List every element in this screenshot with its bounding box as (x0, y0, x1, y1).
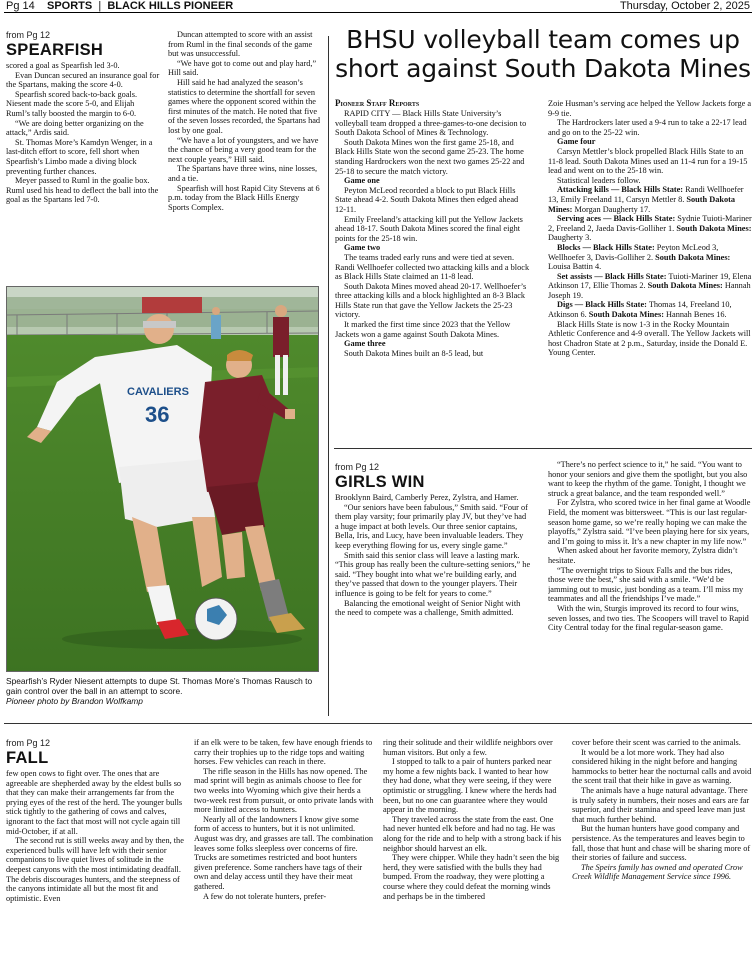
paragraph: scored a goal as Spearfish led 3-0. (6, 61, 120, 70)
paragraph: few open cows to fight over. The ones that are agreeable are shepherded away by the eldest bulls so that they can make their arrangements far from the prying eyes of the rest of the herd. The younger bulls stick tightly to the gathering of cows and calves, ignorant to the fact that most will not cycle again till mid-October, if at all. (6, 769, 183, 836)
stat-label: South Dakota Mines: (586, 310, 664, 320)
volleyball-column-2 (548, 99, 752, 444)
paragraph: Zoie Husman’s serving ace helped the Yellow Jackets forge a 9-9 tie. (548, 99, 752, 118)
paragraph: The rifle season in the Hills has now opened. The mad sprint will begin as animals choose to flee for two weeks into Wyoming which give their herds a two-week rest from pursuit, or onto private lands with more limited access to hunters. (194, 766, 374, 815)
photo-credit: Pioneer photo by Brandon Wolfkamp (6, 696, 143, 707)
paragraph: But the human hunters have good company and persistence. As the temperatures and leaves begin to fall, those that hunt and chase will be sharing more of their stories of failure and success. (572, 824, 751, 863)
stat-value: Sydnie Tuioti-Mariner 2, Freeland 2, Jaeda Davis-Golliher 1. (548, 214, 752, 233)
paragraph: if an elk were to be taken, few have enough friends to carry their trophies up to the ridge tops and waiting horses. Few vehicles can reach in there. (194, 738, 373, 767)
spearfish-kicker: SPEARFISH (6, 41, 104, 59)
paragraph: It marked the first time since 2023 that the Yellow Jackets won a game against South Dakota Mines. (335, 320, 511, 339)
stat-value: Thomas 14, Freeland 10, Atkinson 6. (548, 300, 732, 320)
header-separator: | (98, 0, 102, 12)
paragraph: When asked about her favorite memory, Zylstra didn’t hesitate. (548, 546, 738, 565)
spearfish-column-2 (168, 30, 322, 282)
paragraph: St. Thomas More’s Kamdyn Wenger, in a last-ditch effort to score, fell short when Spearfish’s Limbo made a diving block preventing further chances. (6, 137, 153, 176)
issue-date: Thursday, October 2, 2025 (619, 0, 750, 12)
paragraph: South Dakota Mines built an 8-5 lead, but (344, 348, 484, 358)
stat-value: Daugherty 3. (548, 233, 592, 243)
stat-label: South Dakota Mines: (645, 281, 723, 291)
paragraph: The Spartans have three wins, nine losses, and a tie. (168, 164, 318, 183)
paragraph: “Our seniors have been fabulous,” Smith said. “Four of them play varsity; four primarily play JV, but they’ve had a huge impact at both levels. Our three senior captains, Bella, Iris, and Lucy, have been invaluable leaders. They keep everything flowing for us, every single game.” (335, 502, 528, 550)
fall-body-4 (572, 738, 752, 882)
fall-column-2 (194, 738, 374, 970)
stat-line (548, 243, 752, 272)
byline: Pioneer Staff Reports (335, 98, 420, 108)
paragraph: The second rut is still weeks away and by then, the experienced bulls will have left with their senior companions to live quiet lives of solitude in the deepest canyons with the most intimidating deadfall. The debris discourages hunters, and the steepness of the canyons intimidate all but the most fit and optimistic. Even (6, 836, 184, 903)
spearfish-column-1 (6, 30, 160, 280)
headline: BHSU volleyball team comes up short against South Dakota Mines (335, 25, 751, 83)
fall-body-1 (6, 769, 186, 903)
paragraph: Spearfish will host Rapid City Stevens at 6 p.m. today from the Black Hills Energy Sports Complex. (168, 183, 320, 212)
column-divider (328, 36, 329, 716)
stat-value: Hannah Joseph 19. (548, 281, 751, 300)
stat-label: South Dakota Mines: (674, 223, 752, 233)
header-left (6, 0, 233, 12)
paragraph: Nearly all of the landowners I know give some form of access to hunters, but it is not unlimited. August was dry, and grasses are tall. The combination leaves some folks sleepless over concerns of fire. Trucks are sometimes restricted and boot hunters given preference. Some ranchers have tags of their own and delay access until they have their meat gathered. (194, 814, 374, 891)
paragraph: “We are doing better organizing on the attack,” Ardis said. (6, 118, 144, 138)
paragraph: Evan Duncan secured an insurance goal for the Spartans, making the score 4-0. (6, 70, 160, 90)
stat-value: Peyton McLeod 3, Wellhoefer 3, Davis-Golliher 2. (548, 242, 719, 262)
fall-column-4 (572, 738, 752, 970)
paragraph: The Hardrockers later used a 9-4 run to take a 22-17 lead and go on to the 25-22 win. (548, 118, 747, 137)
fall-body-3 (383, 738, 563, 901)
paragraph: Smith said this senior class will leave a lasting mark. “This group has really been the culture-setting seniors,” he said. “They bought into what we’re building early, and they’ve passed that down to the younger players. Their influence is going to be felt for years to come.” (335, 550, 531, 598)
paragraph: They were chipper. While they hadn’t seen the big herd, they were satisfied with the bulls they had bumped. From the roadway, they were plotting a course where they could defeat the morning winds and perhaps be in the timbered (383, 853, 560, 901)
volleyball-body-2 (548, 99, 752, 358)
subhead: Game four (557, 137, 596, 147)
section-name: SPORTS (46, 0, 93, 12)
soccer-photo (6, 286, 319, 672)
soccer-photo-illustration (7, 287, 319, 672)
girls-body-2 (548, 460, 752, 633)
paragraph: For Zylstra, who scored twice in her final game at Woodle Field, the moment was bittersweet. “This is our last regular-season home game, so we’re really hoping we can make the playoffs,” Zylstra said. “I’ve been playing here for six years, and I’m going to miss it. It’s a new chapter in my life now.” (548, 498, 751, 546)
author-note: The Speirs family has owned and operated Crow Creek Wildlife Management Service since 1996. (572, 862, 743, 882)
paper-name: BLACK HILLS PIONEER (107, 0, 234, 12)
story-divider (334, 448, 752, 449)
paragraph: The teams traded early runs and were tied at seven. Randi Wellhoefer collected two attacking kills and a block as Black Hills State claimed an 11-8 lead. (335, 252, 530, 282)
paragraph: I stopped to talk to a pair of hunters parked near my home a few nights back. I wanted to hear how they had done, what they were seeing, if they were optimistic or struggling. I knew where the herds had been, but no one can guarantee where they would appear in the morning. (383, 757, 557, 815)
stat-value: Louisa Battin 4. (548, 262, 602, 272)
stat-value: Morgan Daugherty 17. (572, 204, 651, 214)
paragraph: cover before their scent was carried to the animals. (572, 738, 741, 747)
paragraph: With the win, Sturgis improved its record to four wins, seven losses, and two ties. The Scoopers will travel to Rapid City Central today for the final regular-season game. (548, 603, 749, 633)
stat-line (548, 272, 752, 301)
paragraph: Black Hills State is now 1-3 in the Rocky Mountain Athletic Conference and 4-9 overall. The Yellow Jackets will host Chadron State at 2 p.m., Saturday, inside the Donald E. Young Center. (548, 319, 751, 358)
stat-label: Attacking kills — Black Hills State: (557, 185, 684, 195)
volleyball-column-1 (335, 98, 531, 443)
paragraph: The animals have a huge natural advantage. There is truly safety in numbers, their noses and ears are far superior, and their stamina and speed leave man just that much further behind. (572, 785, 750, 824)
stat-line (548, 214, 752, 243)
caption-text: Spearfish’s Ryder Niesent attempts to dupe St. Thomas More’s Thomas Rausch to gain control over the ball in an attempt to score. (6, 676, 313, 697)
stat-label: South Dakota Mines: (548, 194, 736, 214)
paragraph: Peyton McLeod recorded a block to put Black Hills State ahead 4-2. South Dakota Mines then edged ahead 12-11. (335, 185, 519, 214)
paragraph: “The overnight trips to Sioux Falls and the bus rides, those were the best,” she said with a smile. “We’d be jamming out to music, just bonding as a team. I’ll miss my teammates and all the friendships I’ve made.” (548, 565, 744, 604)
girls-column-1 (335, 462, 531, 712)
paragraph: South Dakota Mines moved ahead 20-17. Wellhoefer’s three attacking kills and a block highlighted an 8-3 Black Hills State run that gave the Yellow Jackets the 25-23 victory. (335, 281, 527, 320)
continued-from-label: from Pg 12 (6, 738, 51, 748)
paragraph: Balancing the emotional weight of Senior Night with the need to compete was a challenge, Smith admitted. (335, 598, 521, 618)
page-header (4, 0, 752, 13)
paragraph: Emily Freeland’s attacking kill put the Yellow Jackets ahead 18-17. South Dakota Mines scored the final eight points for the 25-18 win. (335, 214, 523, 243)
stat-value: Hannah Benes 16. (663, 310, 727, 320)
stat-line (548, 185, 752, 214)
paragraph: RAPID CITY — Black Hills State University’s volleyball team dropped a three-games-to-one decision to South Dakota School of Mines & Technology. (335, 109, 527, 138)
paragraph: Statistical leaders follow. (557, 175, 641, 185)
jersey-number-text: 36 (145, 402, 170, 427)
stat-value: Tuioti-Mariner 19, Elena Atkinson 17, Ellie Thomas 2. (548, 271, 752, 291)
fall-body-2 (194, 738, 374, 901)
paragraph: It would be a lot more work. They had also considered hiking in the night before and hanging hammocks to better hear the nocturnal calls and avoid the scent trail that their hike in gave as warning. (572, 747, 752, 786)
paragraph: Hill said he had analyzed the season’s statistics to determine the shortfall for seven games where the opponent scored within the first minutes of the match. He noted that five of the seven losses recorded, the Spartans had lost by one goal. (168, 77, 321, 135)
paragraph: Spearfish scored back-to-back goals. Niesent made the score 5-0, and Elijah Ruml’s tally boosted the margin to 6-0. (6, 89, 138, 118)
paragraph: A few do not tolerate hunters, prefer- (203, 891, 327, 901)
stat-label: Serving aces — Black Hills State: (557, 214, 676, 224)
girls-body-1 (335, 493, 531, 618)
continued-from-label: from Pg 12 (6, 30, 51, 40)
girls-column-2 (548, 460, 752, 715)
story-divider (4, 723, 752, 724)
stat-line (548, 300, 752, 319)
page-number: Pg 14 (6, 0, 35, 12)
fall-kicker: FALL (6, 749, 49, 767)
paragraph: “We have got to come out and play hard,” Hill said. (168, 58, 317, 78)
paragraph: South Dakota Mines won the first game 25-18, and Black Hills State won the second game 25-23. The home standing Hardrockers won the next two games 25-22 and 25-18 to secure the match victory. (335, 137, 525, 176)
subhead: Game three (344, 339, 386, 349)
stat-label: South Dakota Mines: (653, 252, 731, 262)
fall-column-1 (6, 738, 186, 970)
continued-from-label: from Pg 12 (335, 462, 380, 472)
paragraph: Brooklynn Baird, Camberly Perez, Zylstra, and Hamer. (335, 493, 519, 502)
paragraph: “There’s no perfect science to it,” he said. “You want to honor your seniors and give them the spotlight, but you also want to keep the rhythm of the game. Tonight, I thought we struck a great balance, and the team responded well.” (548, 460, 748, 498)
paragraph: Carsyn Mettler’s block propelled Black Hills State to an 11-8 lead. South Dakota Mines used an 11-4 run for a 19-15 lead and went on to the 25-18 win. (548, 146, 748, 176)
subhead: Game two (344, 243, 381, 253)
photo-caption (6, 676, 322, 707)
stat-label: Set assists — Black Hills State: (557, 271, 667, 281)
jersey-team-text: CAVALIERS (127, 386, 189, 398)
paragraph: Duncan attempted to score with an assist from Ruml in the final seconds of the game but was unsuccessful. (168, 30, 313, 59)
stat-value: Randi Wellhoefer 13, Emily Freeland 11, Carsyn Mettler 8. (548, 185, 744, 204)
subhead: Game one (344, 176, 380, 186)
paragraph: ring their solitude and their wildlife neighbors over human visitors. But only a few. (383, 738, 553, 757)
paragraph: “We have a lot of youngsters, and we have the chance of being a very good team for the next couple years,” Hill said. (168, 135, 319, 164)
stat-label: Blocks — Black Hills State: (557, 242, 655, 252)
fall-column-3 (383, 738, 563, 970)
girls-kicker: GIRLS WIN (335, 473, 425, 491)
paragraph: Meyer passed to Ruml in the goalie box. Ruml used his head to deflect the ball into the goal as the Spartans led 7-0. (6, 176, 159, 205)
stat-label: Digs — Black Hills State: (557, 300, 647, 310)
volleyball-body-1 (335, 109, 531, 358)
paragraph: They traveled across the state from the east. One had never hunted elk before and had no tag. He was along for the ride and to help with a strong back if his neighbor should harvest an elk. (383, 814, 562, 853)
